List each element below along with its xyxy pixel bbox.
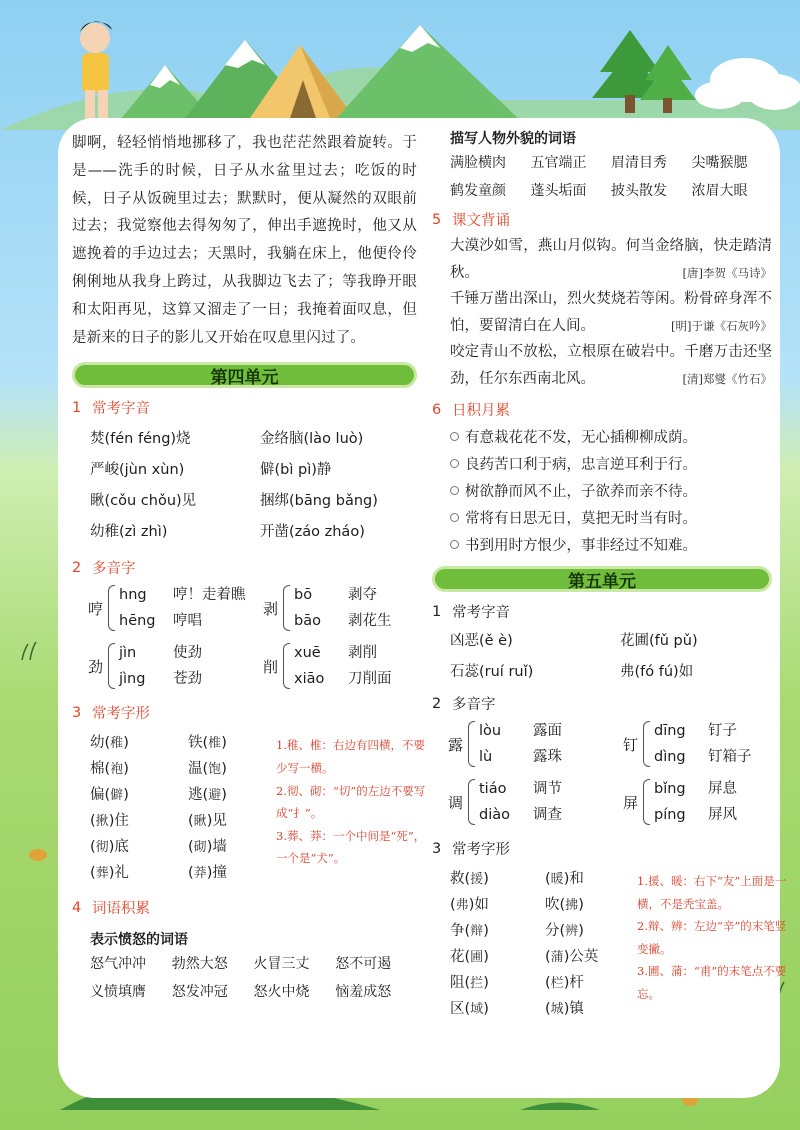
section-heading: 6 日积月累: [432, 401, 510, 419]
pinyin-grid: [432, 629, 772, 684]
char-shape-grid: 救(援) (暖)和 (弗)如 吹(拂) 争(辩) 分(辨) 花(圃) (蒲)公英 阻(拦) (栏)杆 区(域) (城)镇 1.援、暖：右下“友”上面是一横，不是秃宝盖。 2.辩、辨：左边“辛”的末笔竖变撇。 3.圃、蒲：“甫”的末笔点不要忘。: [432, 866, 772, 1022]
shape-notes: 1.稚、椎：右边有四横，不要少写一横。 2.彻、砌：“切”的左边不要写成“扌”。 3.葬、莽：一个中间是“死”，一个是“犬”。: [276, 738, 426, 866]
polyphone-group: 哼 hng 哼！走着瞧 hēng 哼唱: [88, 587, 246, 630]
poem: 大漠沙如雪，燕山月似钩。何当金络脑，快走踏清秋。 [唐]李贺《马诗》: [450, 238, 772, 281]
bullet-icon: [450, 432, 459, 441]
section-heading: 1 常考字音: [432, 603, 510, 621]
pinyin-item: 幼稚(zì zhì): [90, 524, 168, 541]
polyphone-group: 露 lòu 露面 lù 露珠: [448, 723, 562, 765]
saying-item: 常将有日思无日，莫把无时当有时。: [432, 504, 772, 531]
pinyin-item: 石蕊(ruí ruǐ): [450, 664, 534, 680]
section-heading: 4 词语积累: [72, 899, 150, 918]
bullet-icon: [450, 459, 459, 468]
saying-item: 书到用时方恨少，事非经过不知难。: [432, 531, 772, 558]
polyphone-group: 剥 bō 剥夺 bāo 剥花生: [263, 587, 392, 630]
right-column: [432, 128, 787, 1030]
pinyin-item: 严峻(jùn xùn): [90, 462, 185, 479]
intro-paragraph: 脚啊，轻轻悄悄地挪移了，我也茫茫然跟着旋转。于是——洗手的时候，日子从水盆里过去；吃饭的时候，日子从饭碗里过去；默默时，便从凝然的双眼前过去；我觉察他去得匆匆了，伸出手遮挽时，他又从遮挽着的手边过去；天黑时，我躺在床上，他便伶伶俐俐地从我身上跨过，从我脚边飞去了；等我睁开眼和太阳再见，这算又溜走了一日；我掩着面叹息，但是新来的日子的影儿又开始在叹息里闪过了。: [72, 135, 417, 346]
polyphone-group: 屏 bǐng 屏息 píng 屏风: [623, 781, 737, 823]
polyphone-grid: [72, 585, 417, 689]
section-heading: 2 多音字: [72, 559, 136, 578]
pinyin-item: 凶恶(ě è): [450, 633, 513, 649]
bullet-icon: [450, 486, 459, 495]
polyphone-group: 钉 dīng 钉子 dìng 钉箱子: [623, 723, 752, 765]
section-heading: 3 常考字形: [432, 840, 510, 858]
pinyin-item: 金络脑(lào luò): [260, 431, 364, 448]
looks-words-grid: 满脸横肉 五官端正 眉清目秀 尖嘴猴腮 鹤发童颜 蓬头垢面 披头散发 浓眉大眼: [450, 155, 748, 199]
unit-four-title: 第四单元: [210, 367, 279, 388]
unit-five-title: 第五单元: [568, 571, 636, 592]
saying-item: 树欲静而风不止，子欲养而亲不待。: [432, 477, 772, 504]
shape-notes: 1.援、暖：右下“友”上面是一横，不是秃宝盖。 2.辩、辨：左边“辛”的末笔竖变撇。 3.圃、蒲：“甫”的末笔点不要忘。: [637, 874, 787, 1001]
section-heading: 1 常考字音: [72, 399, 150, 418]
saying-item: 有意栽花花不发，无心插柳柳成荫。: [432, 423, 772, 450]
pinyin-item: 开凿(záo zháo): [260, 524, 365, 541]
left-column: [72, 130, 426, 1001]
char-shape-grid: 幼(稚) 铁(椎) 棉(袍) 温(饱) 偏(僻) 逃(避) (揪)住 (瞅)见 (彻)底 (砌)墙 (葬)礼 (莽)撞 1.稚、椎：右边有四横，不要少写一横。 2.彻、砌：“切”的左边不要写成“扌”。 3.葬、莽：一个中间是“死”，一个是“犬”。: [72, 730, 417, 886]
stone-icon: [29, 849, 47, 861]
bullet-icon: [450, 540, 459, 549]
polyphone-group: 调 tiáo 调节 diào 调查: [448, 781, 562, 823]
poem: 千锤万凿出深山，烈火焚烧若等闲。粉骨碎身浑不怕，要留清白在人间。 [明]于谦《石灰吟》: [450, 291, 772, 334]
pinyin-item: 瞅(cǒu chǒu)见: [90, 493, 197, 510]
pinyin-item: 捆绑(bāng bǎng): [260, 493, 378, 510]
section-heading: 5 课文背诵: [432, 211, 510, 229]
anger-words-grid: 怒气冲冲 勃然大怒 火冒三丈 怒不可遏 义愤填膺 怒发冲冠 怒火中烧 恼羞成怒: [90, 956, 392, 1001]
section-heading: 3 常考字形: [72, 704, 150, 723]
looks-words-heading: 描写人物外貌的词语: [450, 131, 576, 147]
pinyin-item: 焚(fén féng)烧: [90, 431, 191, 448]
pinyin-item: 花圃(fǔ pǔ): [620, 633, 698, 649]
pinyin-item: 弗(fó fú)如: [620, 664, 694, 680]
polyphone-grid: [432, 721, 772, 825]
poem: 咬定青山不放松，立根原在破岩中。千磨万击还坚劲，任尔东西南北风。 [清]郑燮《竹石》: [450, 344, 772, 387]
anger-words-heading: 表示愤怒的词语: [90, 932, 188, 949]
unit-five-banner: [432, 566, 772, 592]
pinyin-grid: [72, 427, 417, 544]
bullet-icon: [450, 513, 459, 522]
polyphone-group: 削 xuē 剥削 xiāo 刀削面: [263, 645, 392, 688]
unit-four-banner: [72, 362, 417, 388]
polyphone-group: 劲 jìn 使劲 jìng 苍劲: [88, 645, 202, 688]
pinyin-item: 僻(bì pì)静: [260, 462, 332, 479]
section-heading: 2 多音字: [432, 695, 496, 713]
saying-item: 良药苦口利于病，忠言逆耳利于行。: [432, 450, 772, 477]
